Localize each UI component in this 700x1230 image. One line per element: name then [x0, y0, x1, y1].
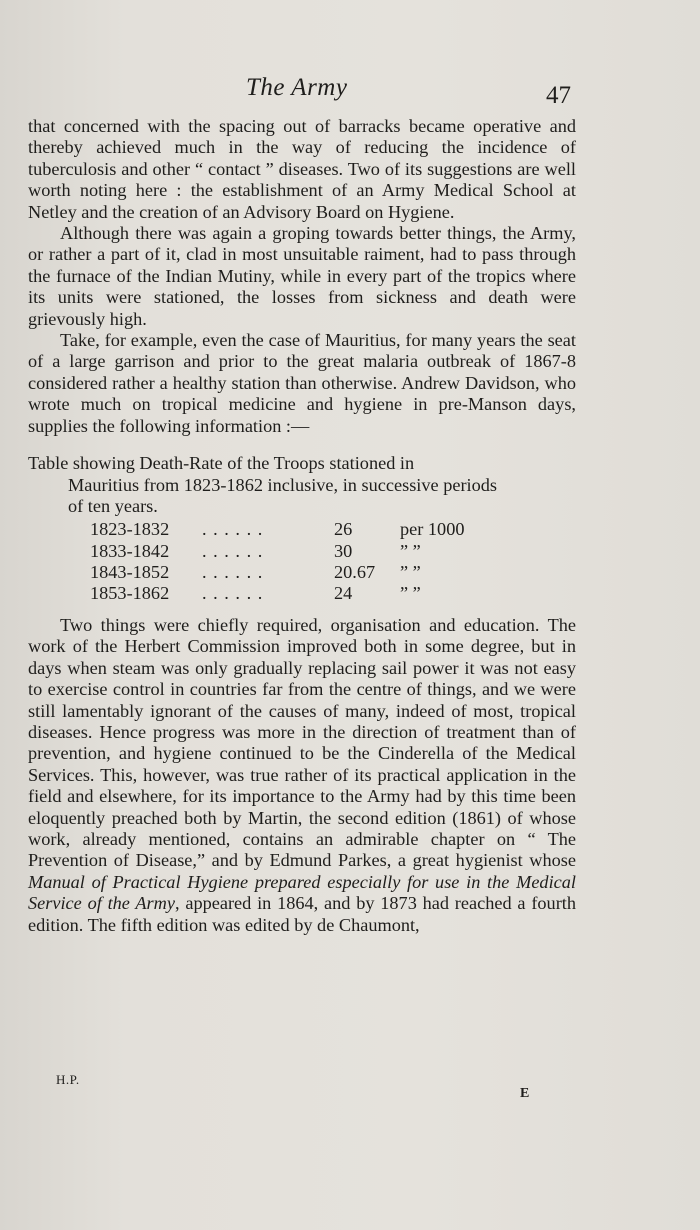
signature-mark-right: E	[520, 1086, 530, 1101]
period-cell: 1823-1832	[90, 519, 170, 540]
table-row	[90, 541, 576, 562]
manual-title-italic: Manual of Practical Hygiene prepared especially for use in the Medical Service of the Army	[28, 871, 576, 914]
rate-unit-cell: ” ”	[400, 583, 421, 604]
leader-dots: . . . . . .	[202, 562, 264, 583]
table-caption-line-2: Mauritius from 1823-1862 inclusive, in successive periods	[68, 474, 498, 495]
paragraph-4-text-b: , appeared in 1864, and by 1873 had reached a fourth edition. The fifth edition was edited by de Chaumont,	[28, 893, 577, 935]
rate-value-cell: 30	[334, 540, 353, 561]
paragraph-4-text-a: Two things were chiefly required, organisation and education. The work of the Herbert Commission improved both in some degree, but in days when steam was only gradually replacing sail power it was not easy to exercise control in countries far from the centre of things, and we were still lamentably ignorant of the causes of many, indeed of most, tropical diseases. Hence progress was more in the direction of treatment than of prevention, and hygiene continued to be the Cinderella of the Medical Services. This, however, was true rather of its practical application in the field and elsewhere, for its importance to the Army had by this time been eloquently preached both by Martin, the second edition (1861) of whose work, already mentioned, contains an admirable chapter on “ The Prevention of Disease,” and by Edmund Parkes, a great hygienist whose	[28, 614, 576, 871]
table-caption-line-1: Table showing Death-Rate of the Troops stationed in	[28, 453, 415, 474]
rate-unit-cell: per 1000	[400, 519, 465, 540]
leader-dots: . . . . . .	[202, 519, 264, 540]
paragraph-3: Take, for example, even the case of Mauritius, for many years the seat of a large garrison and prior to the great malaria outbreak of 1867-8 considered rather a healthy station than otherwise. Andrew Davidson, who wrote much on tropical medicine and hygiene in pre-Manson days, supplies the following information :—	[28, 330, 576, 436]
paragraph-4	[28, 615, 576, 936]
page-header	[0, 74, 700, 114]
table-caption	[28, 453, 576, 517]
rate-value-cell: 26	[334, 519, 353, 540]
table-row	[90, 519, 576, 540]
running-title: The Army	[246, 74, 348, 101]
leader-dots: . . . . . .	[202, 583, 264, 604]
period-cell: 1833-1842	[90, 540, 170, 561]
rate-unit-cell: ” ”	[400, 562, 421, 583]
paragraph-1: that concerned with the spacing out of barracks became operative and thereby achieved much in the way of reducing the incidence of tuberculosis and other “ contact ” diseases. Two of its suggestions are well worth noting here : the establishment of an Army Medical School at Netley and the creation of an Advisory Board on Hygiene.	[28, 116, 576, 222]
table-row	[90, 583, 576, 604]
period-cell: 1853-1862	[90, 583, 170, 604]
page-footer	[0, 1072, 700, 1112]
death-rate-table	[90, 519, 576, 605]
table-row	[90, 562, 576, 583]
body-text	[28, 116, 576, 936]
leader-dots: . . . . . .	[202, 540, 264, 561]
period-cell: 1843-1852	[90, 562, 170, 583]
rate-unit-cell: ” ”	[400, 540, 421, 561]
page-number: 47	[546, 82, 571, 109]
table-caption-line-3: of ten years.	[68, 495, 158, 516]
signature-mark-left: H.P.	[56, 1072, 80, 1087]
rate-value-cell: 20.67	[334, 562, 376, 583]
paragraph-2: Although there was again a groping towards better things, the Army, or rather a part of it, clad in most unsuitable raiment, had to pass through the furnace of the Indian Mutiny, while in every part of the tropics where its units were stationed, the losses from sickness and death were grievously high.	[28, 223, 576, 329]
rate-value-cell: 24	[334, 583, 353, 604]
